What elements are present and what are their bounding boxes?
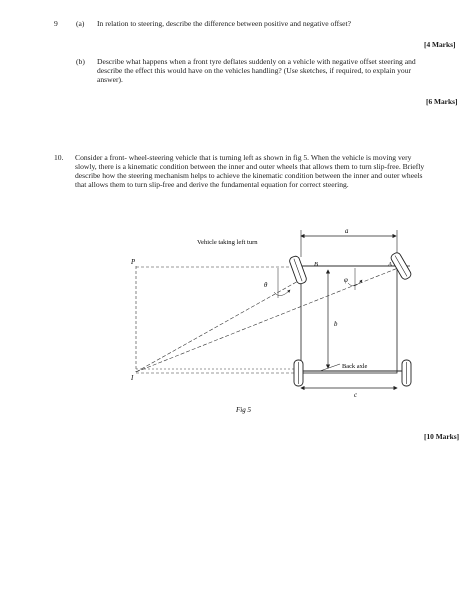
q10-marks: [10 Marks] — [424, 432, 460, 441]
q9b-line-3: answer). — [97, 75, 123, 84]
q9-number: 9 — [54, 19, 58, 28]
q9a-text: In relation to steering, describe the difference between positive and negative offset? — [97, 19, 352, 28]
back-axle-pointer — [320, 364, 340, 371]
label-phi: φ — [344, 277, 348, 284]
front-inner-wheel — [289, 255, 308, 285]
q9a-marks: [4 Marks] — [424, 40, 456, 49]
q9b-line-1: Describe what happens when a front tyre deflates suddenly on a vehicle with negative offset steering and — [97, 57, 416, 66]
label-i: I — [131, 375, 134, 382]
q9b-label: (b) — [76, 57, 85, 66]
fig-title: Vehicle taking left turn — [197, 239, 258, 246]
q10-number: 10. — [54, 153, 64, 162]
label-a-point: A — [388, 261, 392, 268]
q9a-label: (a) — [76, 19, 85, 28]
vehicle-body — [301, 266, 397, 373]
label-back-axle: Back axle — [342, 363, 368, 370]
q9b-marks: [6 Marks] — [426, 97, 458, 106]
q10-line-2: slowly, there is a kinematic condition between the inner and outer wheels that allows them to turn slip-free. Briefly — [75, 162, 425, 171]
fig-caption: Fig 5 — [236, 406, 251, 414]
label-b: b — [334, 321, 338, 328]
q10-line-1: Consider a front- wheel-steering vehicle that is turning left as shown in fig 5. When the vehicle is moving very — [75, 153, 412, 162]
label-theta: θ — [264, 282, 268, 289]
rear-inner-wheel — [294, 360, 303, 386]
label-b-point: B — [314, 261, 318, 268]
rear-outer-wheel — [402, 360, 411, 386]
q10-line-3: describe how the steering mechanism helps to achieve the kinematic condition between the inner and outer wheels — [75, 171, 423, 180]
label-p: P — [131, 259, 136, 266]
label-c: c — [354, 392, 358, 399]
q10-line-4: that allows them to turn slip-free and derive the fundamental equation for correct steering. — [75, 180, 349, 189]
q9b-line-2: describe the effect this would have on the vehicles handling? (Use sketches, if required, to explain your — [97, 66, 412, 75]
label-a: a — [345, 228, 349, 235]
theta-arc — [274, 290, 290, 296]
